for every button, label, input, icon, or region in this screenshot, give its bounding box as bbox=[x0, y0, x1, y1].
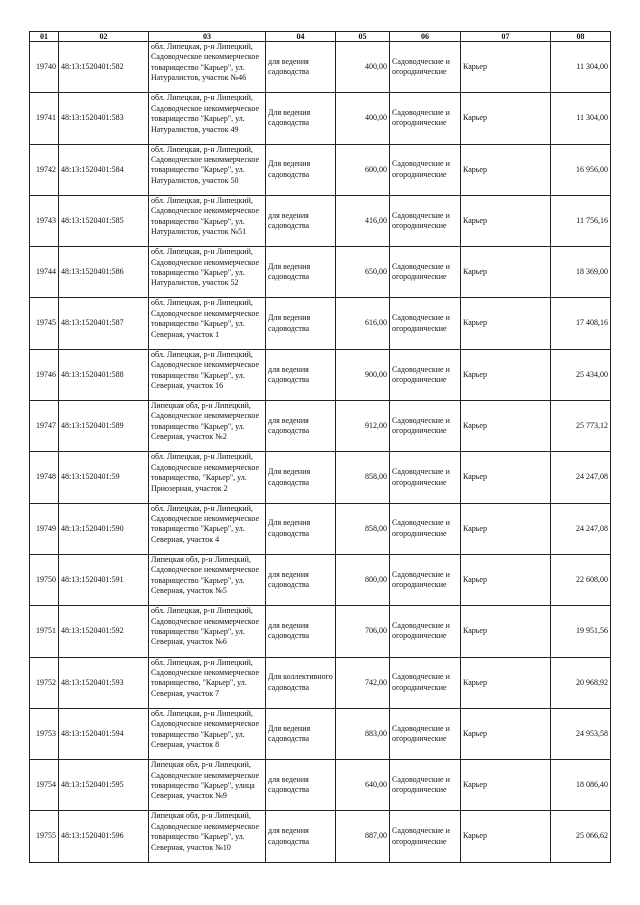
cell-cadastral-value: 11 304,00 bbox=[551, 42, 611, 93]
cell-cadastral-number: 48:13:1520401:587 bbox=[59, 298, 149, 349]
cell-cadastral-value: 11 756,16 bbox=[551, 195, 611, 246]
cell-cadastral-value: 19 951,56 bbox=[551, 606, 611, 657]
cell-locality: Карьер bbox=[461, 247, 551, 298]
cell-land-category: Садоводческие и огороднические bbox=[390, 349, 461, 400]
cell-address bbox=[149, 811, 266, 862]
cell-cadastral-number: 48:13:1520401:591 bbox=[59, 554, 149, 605]
cell-row-number: 19746 bbox=[30, 349, 59, 400]
cell-row-number: 19744 bbox=[30, 247, 59, 298]
cell-locality: Карьер bbox=[461, 657, 551, 708]
cell-land-category: Садоводческие и огороднические bbox=[390, 42, 461, 93]
table-body bbox=[30, 42, 611, 863]
cell-address bbox=[149, 452, 266, 503]
cell-row-number: 19755 bbox=[30, 811, 59, 862]
cell-area: 416,00 bbox=[336, 195, 390, 246]
column-header-08: 08 bbox=[551, 32, 611, 42]
cell-cadastral-number: 48:13:1520401:592 bbox=[59, 606, 149, 657]
cell-permitted-use: для ведения садоводства bbox=[266, 606, 336, 657]
column-header-01: 01 bbox=[30, 32, 59, 42]
table-header-row bbox=[30, 32, 611, 42]
table-row bbox=[30, 657, 611, 708]
cell-permitted-use: для ведения садоводства bbox=[266, 42, 336, 93]
cell-area: 912,00 bbox=[336, 401, 390, 452]
cell-cadastral-number: 48:13:1520401:585 bbox=[59, 195, 149, 246]
cell-land-category: Садоводческие и огороднические bbox=[390, 452, 461, 503]
cell-permitted-use: для ведения садоводства bbox=[266, 811, 336, 862]
cell-permitted-use: Для ведения садоводства bbox=[266, 93, 336, 144]
table-row bbox=[30, 452, 611, 503]
cell-area: 887,00 bbox=[336, 811, 390, 862]
cell-area: 400,00 bbox=[336, 93, 390, 144]
cell-permitted-use: Для ведения садоводства bbox=[266, 144, 336, 195]
cell-address-text: обл. Липецкая, р-н Липецкий, Садоводческое некоммерческое товарищество "Карьер", ул. Северная, участок 8 bbox=[151, 708, 260, 750]
cell-row-number: 19741 bbox=[30, 93, 59, 144]
land-plots-table bbox=[29, 31, 611, 863]
cell-area: 858,00 bbox=[336, 503, 390, 554]
cell-cadastral-value: 24 247,08 bbox=[551, 503, 611, 554]
cell-address-text: обл. Липецкая, р-н Липецкий, Садоводческое некоммерческое товарищество "Карьер", ул. Северная, участок №6 bbox=[151, 606, 260, 647]
cell-cadastral-value: 11 304,00 bbox=[551, 93, 611, 144]
cell-cadastral-number: 48:13:1520401:590 bbox=[59, 503, 149, 554]
cell-land-category: Садоводческие и огороднические bbox=[390, 606, 461, 657]
cell-address-text: Липецкая обл, р-н Липецкий, Садоводческое некоммерческое товарищество "Карьер", улица Северная, участок №9 bbox=[151, 760, 260, 801]
table-row bbox=[30, 247, 611, 298]
table-row bbox=[30, 401, 611, 452]
cell-land-category: Садоводческие и огороднические bbox=[390, 298, 461, 349]
cell-cadastral-value: 25 434,00 bbox=[551, 349, 611, 400]
cell-cadastral-number: 48:13:1520401:588 bbox=[59, 349, 149, 400]
column-header-06: 06 bbox=[390, 32, 461, 42]
cell-permitted-use: для ведения садоводства bbox=[266, 195, 336, 246]
cell-locality: Карьер bbox=[461, 760, 551, 811]
cell-address-text: обл. Липецкая, р-н Липецкий, Садоводческое некоммерческое товарищество, "Карьер", ул. Приозерная, участок 2 bbox=[151, 452, 260, 493]
cell-cadastral-value: 25 773,12 bbox=[551, 401, 611, 452]
cell-row-number: 19753 bbox=[30, 708, 59, 759]
cell-row-number: 19749 bbox=[30, 503, 59, 554]
table-row bbox=[30, 708, 611, 759]
cell-area: 616,00 bbox=[336, 298, 390, 349]
cell-land-category: Садоводческие и огороднические bbox=[390, 503, 461, 554]
cell-cadastral-value: 16 956,00 bbox=[551, 144, 611, 195]
table-row bbox=[30, 42, 611, 93]
cell-area: 706,00 bbox=[336, 606, 390, 657]
cell-address bbox=[149, 42, 266, 93]
cell-permitted-use: Для ведения садоводства bbox=[266, 503, 336, 554]
cell-area: 600,00 bbox=[336, 144, 390, 195]
cell-locality: Карьер bbox=[461, 298, 551, 349]
cell-address bbox=[149, 195, 266, 246]
cell-cadastral-number: 48:13:1520401:596 bbox=[59, 811, 149, 862]
cell-address bbox=[149, 93, 266, 144]
cell-address-text: обл. Липецкая, р-н Липецкий, Садоводческое некоммерческое товарищество "Карьер", ул. Северная, участок 4 bbox=[151, 503, 260, 544]
cell-address-text: обл. Липецкая, р-н Липецкий, Садоводческое некоммерческое товарищество "Карьер", ул. Натуралистов, участок №46 bbox=[151, 42, 260, 83]
cell-address bbox=[149, 606, 266, 657]
cell-locality: Карьер bbox=[461, 195, 551, 246]
cell-cadastral-value: 25 066,62 bbox=[551, 811, 611, 862]
cell-permitted-use: Для ведения садоводства bbox=[266, 298, 336, 349]
cell-permitted-use: Для ведения садоводства bbox=[266, 247, 336, 298]
cell-cadastral-number: 48:13:1520401:589 bbox=[59, 401, 149, 452]
cell-cadastral-number: 48:13:1520401:584 bbox=[59, 144, 149, 195]
cell-permitted-use: Для коллективного садоводства bbox=[266, 657, 336, 708]
cell-address-text: обл. Липецкая, р-н Липецкий, Садоводческое некоммерческое товарищество "Карьер", ул. Северная, участок 16 bbox=[151, 349, 260, 390]
cell-cadastral-value: 24 953,58 bbox=[551, 708, 611, 759]
cell-area: 858,00 bbox=[336, 452, 390, 503]
cell-row-number: 19751 bbox=[30, 606, 59, 657]
cell-permitted-use: для ведения садоводства bbox=[266, 349, 336, 400]
cell-row-number: 19750 bbox=[30, 554, 59, 605]
cell-cadastral-number: 48:13:1520401:582 bbox=[59, 42, 149, 93]
cell-area: 650,00 bbox=[336, 247, 390, 298]
cell-row-number: 19754 bbox=[30, 760, 59, 811]
cell-address-text: Липецкая обл, р-н Липецкий, Садоводческое некоммерческое товарищество "Карьер", ул. Северная, участок №2 bbox=[151, 401, 260, 442]
cell-locality: Карьер bbox=[461, 144, 551, 195]
cell-area: 400,00 bbox=[336, 42, 390, 93]
cell-cadastral-number: 48:13:1520401:583 bbox=[59, 93, 149, 144]
cell-address-text: обл. Липецкая, р-н Липецкий, Садоводческое некоммерческое товарищество "Карьер", ул. Натуралистов, участок 49 bbox=[151, 93, 260, 134]
cell-address bbox=[149, 144, 266, 195]
cell-address-text: обл. Липецкая, р-н Липецкий, Садоводческое некоммерческое товарищество "Карьер", ул. Натуралистов, участок 50 bbox=[151, 144, 260, 185]
cell-land-category: Садоводческие и огороднические bbox=[390, 657, 461, 708]
cell-address bbox=[149, 247, 266, 298]
cell-area: 800,00 bbox=[336, 554, 390, 605]
cell-permitted-use: для ведения садоводства bbox=[266, 554, 336, 605]
column-header-03: 03 bbox=[149, 32, 266, 42]
column-header-04: 04 bbox=[266, 32, 336, 42]
cell-locality: Карьер bbox=[461, 42, 551, 93]
cell-address-text: обл. Липецкая, р-н Липецкий, Садоводческое некоммерческое товарищество "Карьер", ул. Натуралистов, участок 52 bbox=[151, 247, 260, 288]
cell-land-category: Садоводческие и огороднические bbox=[390, 811, 461, 862]
cell-locality: Карьер bbox=[461, 452, 551, 503]
cell-cadastral-value: 24 247,08 bbox=[551, 452, 611, 503]
table-row bbox=[30, 503, 611, 554]
cell-cadastral-number: 48:13:1520401:594 bbox=[59, 708, 149, 759]
cell-area: 742,00 bbox=[336, 657, 390, 708]
cell-address bbox=[149, 503, 266, 554]
cell-row-number: 19743 bbox=[30, 195, 59, 246]
cell-permitted-use: Для ведения садоводства bbox=[266, 452, 336, 503]
cell-locality: Карьер bbox=[461, 606, 551, 657]
cell-address-text: Липецкая обл, р-н Липецкий, Садоводческое некоммерческое товарищество "Карьер", ул. Северная, участок №10 bbox=[151, 811, 260, 852]
cell-address bbox=[149, 298, 266, 349]
cell-address bbox=[149, 401, 266, 452]
cell-cadastral-value: 18 086,40 bbox=[551, 760, 611, 811]
cell-locality: Карьер bbox=[461, 349, 551, 400]
cell-cadastral-value: 18 369,00 bbox=[551, 247, 611, 298]
column-header-02: 02 bbox=[59, 32, 149, 42]
table-row bbox=[30, 93, 611, 144]
cell-address bbox=[149, 554, 266, 605]
cell-permitted-use: для ведения садоводства bbox=[266, 401, 336, 452]
cell-land-category: Садоводческие и огороднические bbox=[390, 93, 461, 144]
table-row bbox=[30, 144, 611, 195]
column-header-07: 07 bbox=[461, 32, 551, 42]
cell-locality: Карьер bbox=[461, 811, 551, 862]
cell-address-text: обл. Липецкая, р-н Липецкий, Садоводческое некоммерческое товарищество "Карьер", ул. Натуралистов, участок №51 bbox=[151, 195, 260, 237]
cell-area: 900,00 bbox=[336, 349, 390, 400]
table-row bbox=[30, 606, 611, 657]
cell-address-text: Липецкая обл, р-н Липецкий, Садоводческое некоммерческое товарищество "Карьер", ул. Северная, участок №5 bbox=[151, 554, 260, 596]
cell-address-text: обл. Липецкая, р-н Липецкий, Садоводческое некоммерческое товарищество, "Карьер", ул. Северная, участок 7 bbox=[151, 657, 260, 698]
cell-land-category: Садоводческие и огороднические bbox=[390, 144, 461, 195]
cell-area: 640,00 bbox=[336, 760, 390, 811]
document-page bbox=[29, 31, 611, 863]
cell-locality: Карьер bbox=[461, 93, 551, 144]
cell-row-number: 19752 bbox=[30, 657, 59, 708]
cell-address bbox=[149, 708, 266, 759]
cell-cadastral-number: 48:13:1520401:593 bbox=[59, 657, 149, 708]
cell-permitted-use: для ведения садоводства bbox=[266, 760, 336, 811]
cell-locality: Карьер bbox=[461, 503, 551, 554]
cell-cadastral-value: 22 608,00 bbox=[551, 554, 611, 605]
cell-address bbox=[149, 349, 266, 400]
cell-land-category: Садоводческие и огороднические bbox=[390, 401, 461, 452]
column-header-05: 05 bbox=[336, 32, 390, 42]
table-row bbox=[30, 298, 611, 349]
cell-permitted-use: Для ведения садоводства bbox=[266, 708, 336, 759]
table-row bbox=[30, 760, 611, 811]
cell-locality: Карьер bbox=[461, 401, 551, 452]
cell-land-category: Садоводческие и огороднические bbox=[390, 760, 461, 811]
cell-cadastral-value: 17 408,16 bbox=[551, 298, 611, 349]
cell-cadastral-value: 20 968,92 bbox=[551, 657, 611, 708]
cell-locality: Карьер bbox=[461, 708, 551, 759]
cell-land-category: Садоводческие и огороднические bbox=[390, 554, 461, 605]
cell-row-number: 19742 bbox=[30, 144, 59, 195]
table-row bbox=[30, 554, 611, 605]
cell-area: 883,00 bbox=[336, 708, 390, 759]
table-row bbox=[30, 195, 611, 246]
cell-land-category: Садоводческие и огороднические bbox=[390, 195, 461, 246]
cell-cadastral-number: 48:13:1520401:586 bbox=[59, 247, 149, 298]
cell-row-number: 19740 bbox=[30, 42, 59, 93]
cell-row-number: 19747 bbox=[30, 401, 59, 452]
cell-cadastral-number: 48:13:1520401:595 bbox=[59, 760, 149, 811]
cell-land-category: Садоводческие и огороднические bbox=[390, 247, 461, 298]
cell-address bbox=[149, 760, 266, 811]
cell-locality: Карьер bbox=[461, 554, 551, 605]
table-row bbox=[30, 349, 611, 400]
cell-address-text: обл. Липецкая, р-н Липецкий, Садоводческое некоммерческое товарищество "Карьер", ул. Северная, участок 1 bbox=[151, 298, 260, 339]
cell-cadastral-number: 48:13:1520401:59 bbox=[59, 452, 149, 503]
cell-row-number: 19748 bbox=[30, 452, 59, 503]
cell-row-number: 19745 bbox=[30, 298, 59, 349]
cell-land-category: Садоводческие и огороднические bbox=[390, 708, 461, 759]
cell-address bbox=[149, 657, 266, 708]
table-row bbox=[30, 811, 611, 862]
